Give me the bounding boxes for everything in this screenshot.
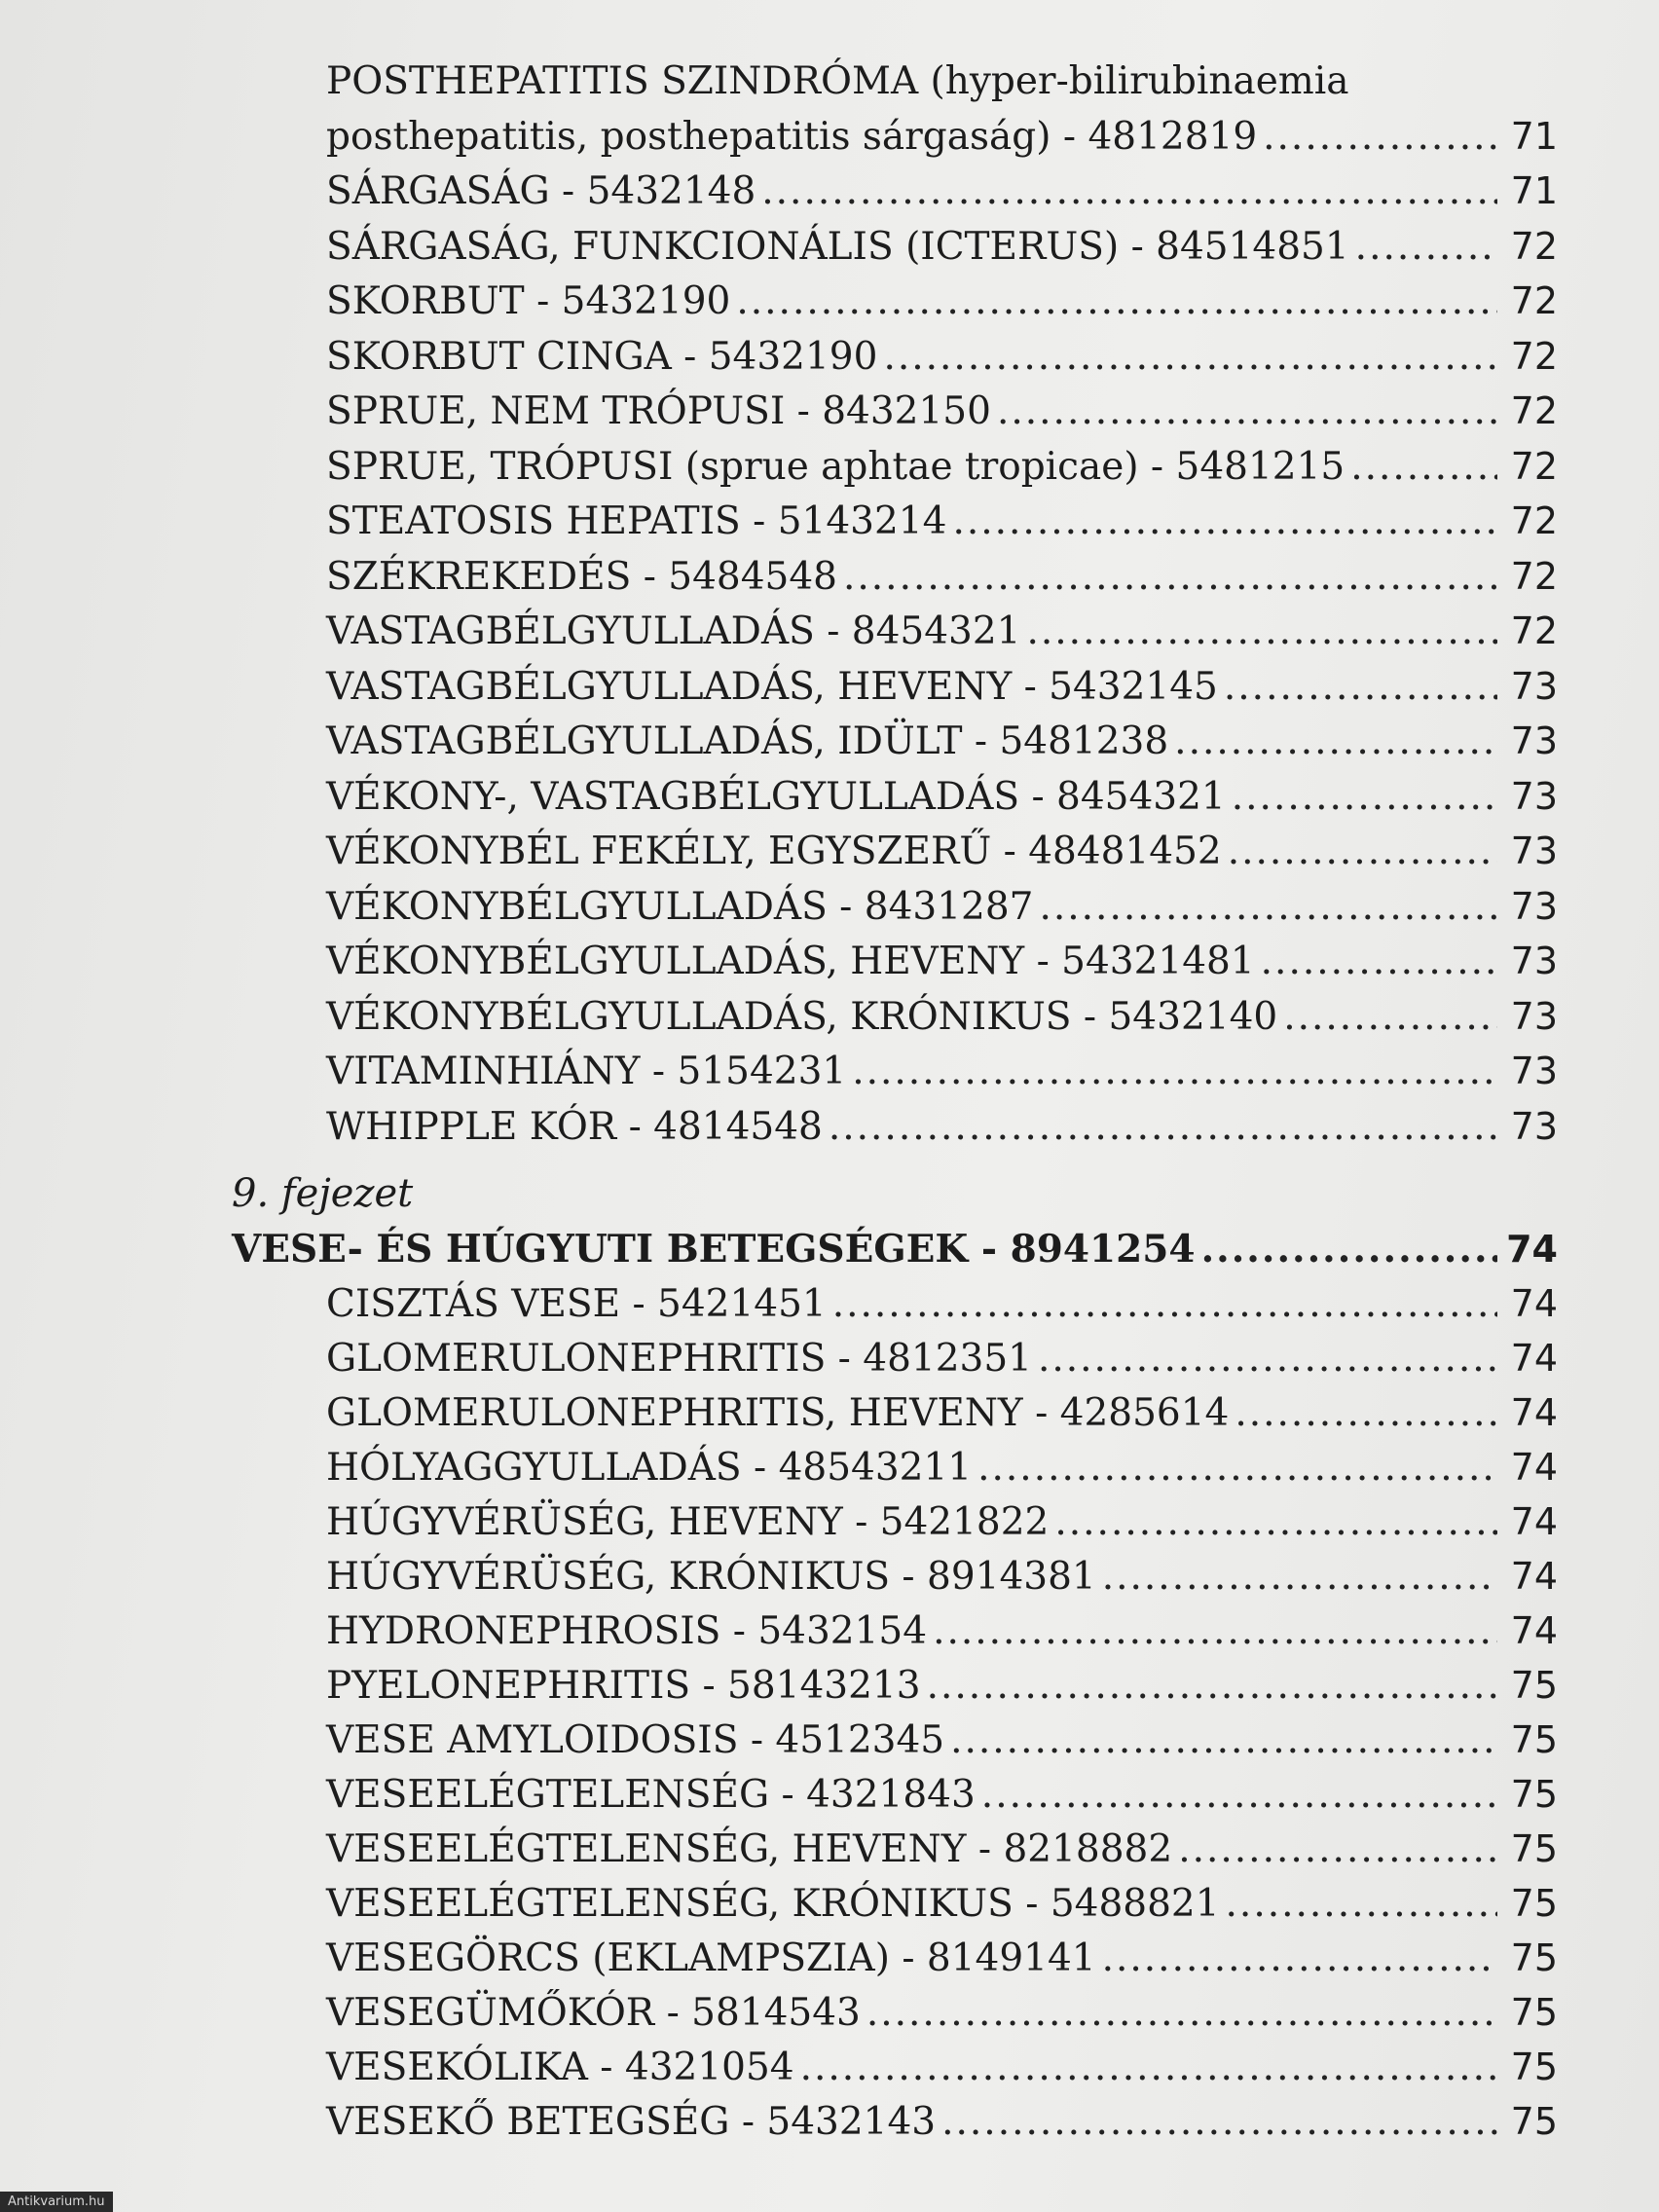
toc-entry-label: SPRUE, TRÓPUSI (sprue aphtae tropicae) - 5481215 xyxy=(326,444,1346,489)
toc-page-number: 74 xyxy=(1510,1337,1558,1380)
toc-entry-label: VESEGÜMŐKÓR - 5814543 xyxy=(326,1991,861,2035)
toc-entry xyxy=(326,164,1558,218)
toc-page-number: 73 xyxy=(1510,774,1558,818)
toc-entry-label: VESE AMYLOIDOSIS - 4512345 xyxy=(326,1718,945,1762)
toc-entry xyxy=(326,1876,1558,1931)
toc-entry xyxy=(326,769,1558,824)
toc-page-number: 74 xyxy=(1510,1391,1558,1434)
toc-entry xyxy=(326,659,1558,714)
toc-page-number: 73 xyxy=(1510,940,1558,982)
toc-entry xyxy=(326,384,1558,438)
toc-entry-label: SÁRGASÁG, FUNKCIONÁLIS (ICTERUS) - 84514851 xyxy=(326,224,1349,269)
dot-leader xyxy=(1355,220,1497,275)
toc-entry xyxy=(326,1440,1558,1494)
toc-entry-label: SZÉKREKEDÉS - 5484548 xyxy=(326,554,837,599)
toc-entry-label: HÓLYAGGYULLADÁS - 48543211 xyxy=(326,1446,973,1490)
dot-leader xyxy=(977,1441,1497,1495)
toc-entry xyxy=(326,549,1558,604)
chapter-title: VESE- ÉS HÚGYUTI BETEGSÉGEK - 8941254 xyxy=(232,1227,1196,1272)
toc-page-number: 72 xyxy=(1510,444,1558,488)
toc-entry-label: VASTAGBÉLGYULLADÁS - 8454321 xyxy=(326,609,1021,653)
toc-page-number: 73 xyxy=(1510,830,1558,872)
toc-page-number: 75 xyxy=(1510,2100,1558,2143)
toc-page-number: 71 xyxy=(1510,115,1558,158)
toc-page-number: 75 xyxy=(1510,1718,1558,1761)
dot-leader xyxy=(927,1659,1497,1714)
toc-entry xyxy=(326,1822,1558,1876)
toc-entry-label: VESEKŐ BETEGSÉG - 5432143 xyxy=(326,2100,937,2144)
toc-page-number: 71 xyxy=(1510,169,1558,212)
toc-entry-label: VESEELÉGTELENSÉG - 4321843 xyxy=(326,1773,976,1817)
toc-page-number: 73 xyxy=(1510,994,1558,1038)
dot-leader xyxy=(981,1768,1497,1823)
toc-entry xyxy=(326,1985,1558,2040)
dot-leader xyxy=(1039,880,1497,935)
toc-page-number: 72 xyxy=(1510,499,1558,542)
toc-entry xyxy=(326,1604,1558,1658)
toc-entry xyxy=(326,1549,1558,1604)
toc-page-number: 73 xyxy=(1510,884,1558,928)
dot-leader xyxy=(1178,1823,1497,1877)
toc-entry xyxy=(326,1713,1558,1767)
dot-leader xyxy=(1261,935,1497,989)
dot-leader xyxy=(941,2095,1497,2150)
toc-entry-label: SPRUE, NEM TRÓPUSI - 8432150 xyxy=(326,389,991,433)
toc-page-number: 73 xyxy=(1510,664,1558,708)
toc-entry xyxy=(326,1099,1558,1154)
toc-page-number: 75 xyxy=(1510,1827,1558,1870)
toc-entry xyxy=(326,1494,1558,1549)
toc-page-number: 75 xyxy=(1510,2046,1558,2088)
toc-page-number: 73 xyxy=(1510,719,1558,762)
toc-entry-label: VÉKONYBÉLGYULLADÁS - 8431287 xyxy=(326,884,1034,929)
toc-page-number: 74 xyxy=(1510,1555,1558,1598)
dot-leader xyxy=(883,330,1497,385)
toc-entry-label: PYELONEPHRITIS - 58143213 xyxy=(326,1664,921,1708)
toc-entry xyxy=(326,1276,1558,1331)
dot-leader xyxy=(1263,110,1497,165)
toc-page-number: 73 xyxy=(1510,1104,1558,1148)
dot-leader xyxy=(933,1604,1497,1659)
dot-leader xyxy=(843,550,1497,605)
toc-page-number: 75 xyxy=(1510,1664,1558,1707)
toc-entry-label: VASTAGBÉLGYULLADÁS, HEVENY - 5432145 xyxy=(326,664,1218,709)
toc-page-number: 74 xyxy=(1510,1609,1558,1652)
toc-entry xyxy=(326,2040,1558,2094)
dot-leader xyxy=(1174,715,1497,769)
dot-leader xyxy=(1038,1332,1497,1386)
toc-page-number: 74 xyxy=(1510,1282,1558,1325)
toc-page-number: 72 xyxy=(1510,609,1558,652)
dot-leader xyxy=(761,165,1497,219)
toc-entry xyxy=(326,1044,1558,1098)
toc-page-number: 74 xyxy=(1510,1500,1558,1543)
toc-entry xyxy=(326,824,1558,878)
dot-leader xyxy=(1350,440,1497,495)
dot-leader xyxy=(1102,1932,1497,1986)
toc-entry-label: VESEKÓLIKA - 4321054 xyxy=(326,2046,794,2089)
dot-leader xyxy=(832,1277,1497,1332)
dot-leader xyxy=(997,385,1497,439)
toc-page-number: 72 xyxy=(1510,224,1558,268)
dot-leader xyxy=(1235,1386,1497,1441)
toc-entry xyxy=(326,1931,1558,1985)
toc-entry xyxy=(326,219,1558,274)
toc-entry-label: VÉKONYBÉLGYULLADÁS, HEVENY - 54321481 xyxy=(326,940,1255,983)
chapter-label: 9. fejezet xyxy=(232,1171,414,1216)
toc-entry-label: VÉKONYBÉLGYULLADÁS, KRÓNIKUS - 5432140 xyxy=(326,994,1278,1039)
toc-page-number: 72 xyxy=(1510,334,1558,378)
toc-entry-label: VITAMINHIÁNY - 5154231 xyxy=(326,1050,847,1093)
dot-leader xyxy=(1283,990,1497,1045)
toc-page-number: 73 xyxy=(1510,1050,1558,1092)
toc-page-number: 75 xyxy=(1510,1882,1558,1925)
toc-page-number: 72 xyxy=(1510,389,1558,432)
toc-entry-label: VESEELÉGTELENSÉG, HEVENY - 8218882 xyxy=(326,1827,1173,1871)
toc-entry-label: posthepatitis, posthepatitis sárgaság) - 4812819 xyxy=(326,115,1258,159)
toc-entry-label: HÚGYVÉRÜSÉG, HEVENY - 5421822 xyxy=(326,1500,1050,1544)
chapter-page-number: 74 xyxy=(1506,1228,1558,1271)
toc-page-number: 75 xyxy=(1510,1773,1558,1816)
toc-entry-label: VESEGÖRCS (EKLAMPSZIA) - 8149141 xyxy=(326,1936,1096,1980)
toc-entry xyxy=(326,109,1558,164)
toc-page-number: 75 xyxy=(1510,1991,1558,2034)
toc-entry xyxy=(326,1385,1558,1440)
toc-entry xyxy=(326,329,1558,384)
toc-entry-label: STEATOSIS HEPATIS - 5143214 xyxy=(326,499,947,543)
dot-leader xyxy=(952,495,1497,549)
toc-entry xyxy=(326,439,1558,494)
toc-entry xyxy=(326,934,1558,988)
toc-entry-label: HÚGYVÉRÜSÉG, KRÓNIKUS - 8914381 xyxy=(326,1555,1096,1599)
toc-entry xyxy=(326,494,1558,548)
toc-entry-label: WHIPPLE KÓR - 4814548 xyxy=(326,1104,823,1149)
dot-leader xyxy=(1054,1495,1497,1550)
dot-leader xyxy=(1224,660,1497,715)
dot-leader xyxy=(1201,1222,1497,1276)
dot-leader xyxy=(1228,825,1497,879)
dot-leader xyxy=(736,275,1497,329)
toc-entry xyxy=(326,1331,1558,1385)
toc-entry xyxy=(326,274,1558,328)
toc-entry xyxy=(326,714,1558,768)
toc-entry-label: VASTAGBÉLGYULLADÁS, IDÜLT - 5481238 xyxy=(326,719,1169,763)
dot-leader xyxy=(800,2041,1497,2095)
toc-entry-label: SKORBUT CINGA - 5432190 xyxy=(326,334,878,379)
dot-leader xyxy=(1102,1550,1497,1604)
toc-entry xyxy=(326,2094,1558,2149)
dot-leader xyxy=(866,1986,1497,2041)
toc-entry-label: HYDRONEPHROSIS - 5432154 xyxy=(326,1609,928,1653)
toc-page-number: 72 xyxy=(1510,279,1558,322)
toc-entry-label: CISZTÁS VESE - 5421451 xyxy=(326,1282,827,1326)
toc-entry-label: SÁRGASÁG - 5432148 xyxy=(326,169,756,213)
dot-leader xyxy=(1226,1877,1497,1932)
dot-leader xyxy=(852,1045,1497,1099)
toc-entry-label: SKORBUT - 5432190 xyxy=(326,279,731,323)
toc-page-number: 75 xyxy=(1510,1936,1558,1979)
chapter-title-entry xyxy=(232,1222,1558,1276)
toc-entry xyxy=(326,604,1558,658)
toc-entry xyxy=(326,1658,1558,1713)
toc-entry-label: VÉKONYBÉL FEKÉLY, EGYSZERŰ - 48481452 xyxy=(326,830,1222,873)
toc-page-number: 72 xyxy=(1510,554,1558,598)
toc-page-number: 74 xyxy=(1510,1446,1558,1489)
toc-entry xyxy=(326,989,1558,1044)
toc-entry xyxy=(326,879,1558,934)
toc-entry-label: GLOMERULONEPHRITIS - 4812351 xyxy=(326,1337,1032,1381)
toc-entry xyxy=(326,1767,1558,1822)
dot-leader xyxy=(950,1714,1497,1768)
toc-entry-label: VESEELÉGTELENSÉG, KRÓNIKUS - 5488821 xyxy=(326,1882,1220,1926)
dot-leader xyxy=(1026,605,1497,659)
toc-entry-label: VÉKONY-, VASTAGBÉLGYULLADÁS - 8454321 xyxy=(326,774,1226,819)
dot-leader xyxy=(829,1100,1497,1155)
toc-entry-label: GLOMERULONEPHRITIS, HEVENY - 4285614 xyxy=(326,1391,1230,1435)
toc-entry-line1: POSTHEPATITIS SZINDRÓMA (hyper-bilirubinaemia xyxy=(326,59,1349,103)
dot-leader xyxy=(1232,770,1497,825)
watermark: Antikvarium.hu xyxy=(0,2192,113,2212)
